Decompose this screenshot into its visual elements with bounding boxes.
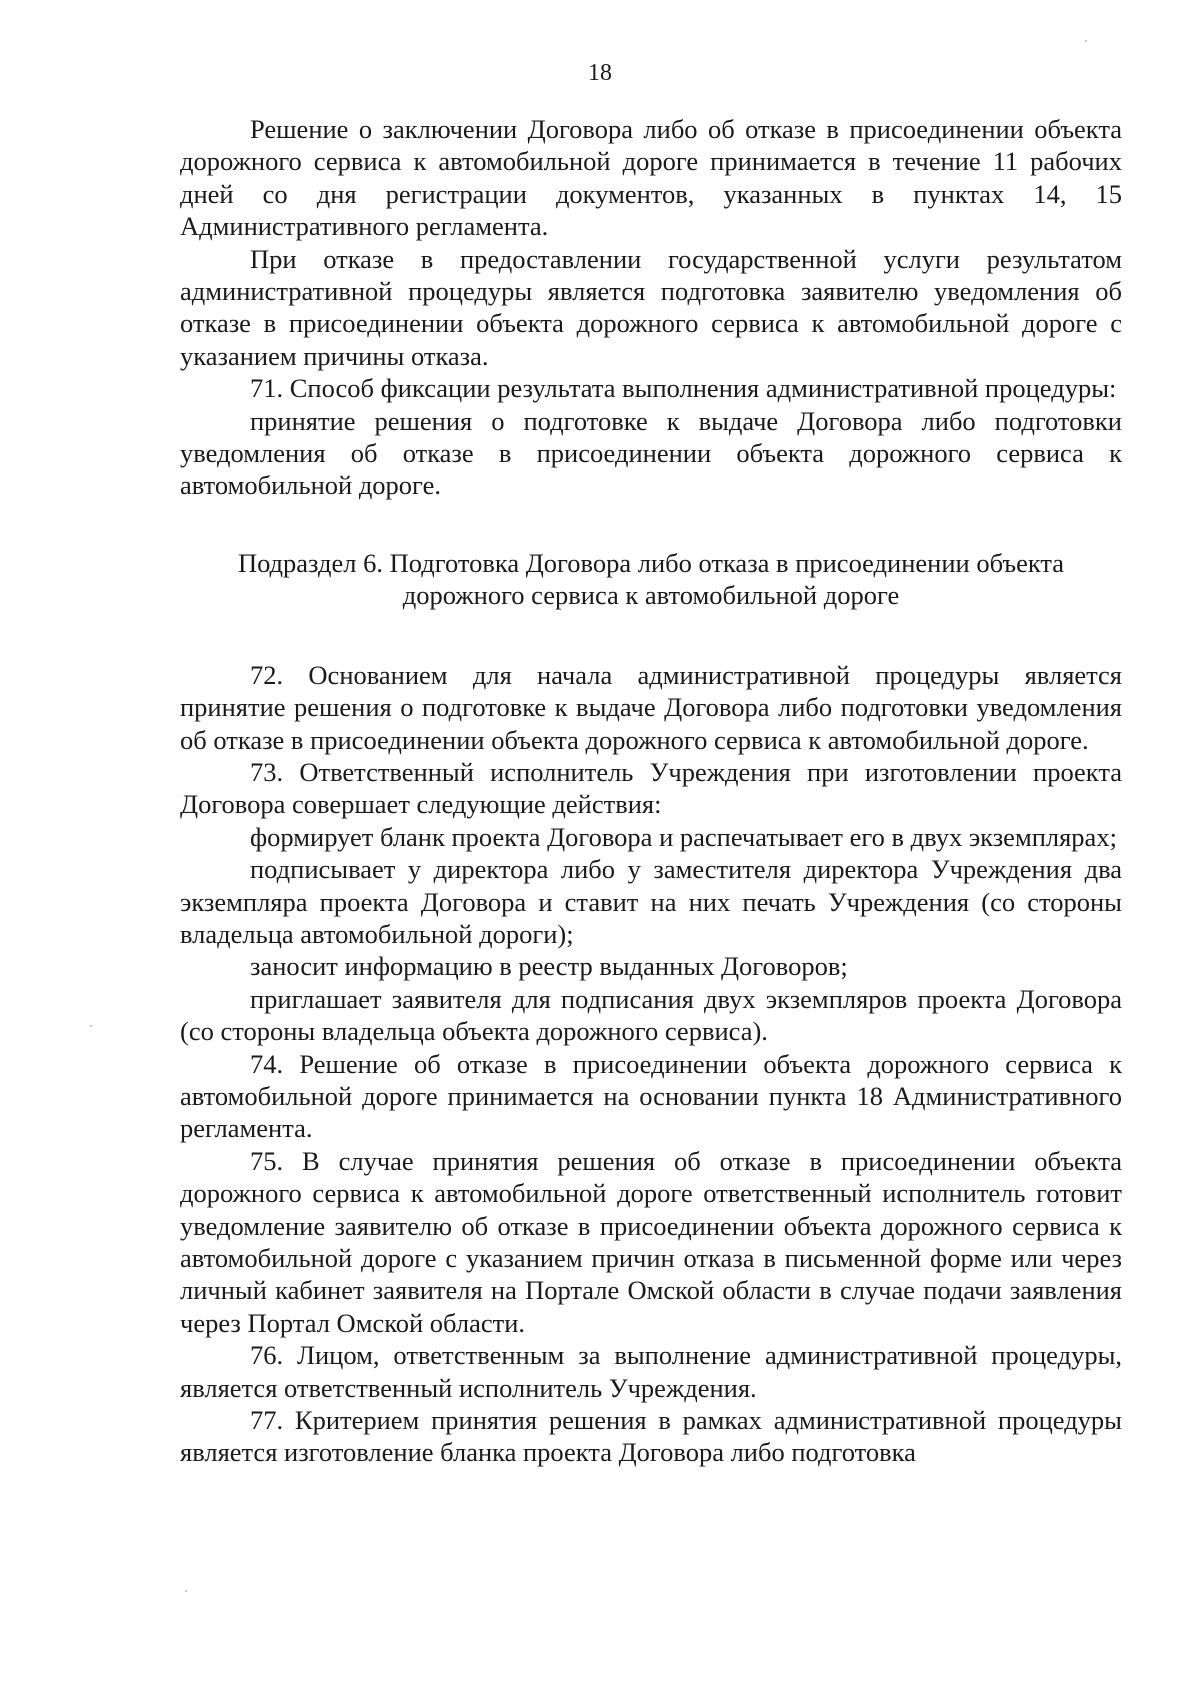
paragraph-74-refusal-basis: 74. Решение об отказе в присоединении объекта дорожного сервиса к автомобильной дороге принимается на основании пункта 18 Административного регламента.: [180, 1048, 1122, 1144]
paragraph-73-action-sign: подписывает у директора либо у заместителя директора Учреждения два экземпляра проекта Договора и ставит на них печать Учреждения (со стороны владельца автомобильной дороги);: [180, 854, 1122, 949]
subsection-heading-line-2: дорожного сервиса к автомобильной дороге: [402, 580, 900, 611]
paragraph-73-actions: 73. Ответственный исполнитель Учреждения при изготовлении проекта Договора совершает следующие действия:: [180, 756, 1122, 820]
paragraph-76-responsible: 76. Лицом, ответственным за выполнение административной процедуры, является ответственный исполнитель Учреждения.: [180, 1340, 1122, 1403]
paragraph-75-refusal-notice: 75. В случае принятия решения об отказе в присоединении объекта дорожного сервиса к автомобильной дороге ответственный исполнитель готовит уведомление заявителю об отказе в присоединении объекта дорожного сервиса к автомобильной дороге с указанием причин отказа в письменной форме или через личный кабинет заявителя на Портале Омской области в случае подачи заявления через Портал Омской области.: [180, 1145, 1122, 1338]
paragraph-refusal-result: При отказе в предоставлении государственной услуги результатом административной процедуры является подготовка заявителю уведомления об отказе в присоединении объекта дорожного сервиса к автомобильной дороге с указанием причины отказа.: [180, 243, 1122, 371]
scan-speck: [90, 1025, 92, 1027]
paragraph-73-action-invite: приглашает заявителя для подписания двух экземпляров проекта Договора (со стороны владельца объекта дорожного сервиса).: [180, 983, 1122, 1047]
subsection-heading-line-1: Подраздел 6. Подготовка Договора либо отказа в присоединении объекта: [237, 547, 1065, 578]
subsection-6-heading: [180, 547, 1122, 612]
paragraph-72-basis: 72. Основанием для начала административной процедуры является принятие решения о подготовке к выдаче Договора либо подготовки уведомления об отказе в присоединении объекта дорожного сервиса к автомобильной дороге.: [180, 659, 1122, 755]
paragraph-71-fixation-method: 71. Способ фиксации результата выполнения административной процедуры:: [250, 373, 1117, 404]
paragraph-71-fixation-detail: принятие решения о подготовке к выдаче Договора либо подготовки уведомления об отказе в присоединении объекта дорожного сервиса к автомобильной дороге.: [180, 405, 1122, 501]
document-body: [180, 113, 1122, 1469]
scan-speck: [185, 1590, 187, 1592]
page-number: 18: [588, 60, 612, 86]
paragraph-decision-term: Решение о заключении Договора либо об отказе в присоединении объекта дорожного сервиса к автомобильной дороге принимается в течение 11 рабочих дней со дня регистрации документов, указанных в пунктах 14, 15 Административного регламента.: [180, 114, 1122, 242]
paragraph-77-criterion: 77. Критерием принятия решения в рамках административной процедуры является изготовление бланка проекта Договора либо подготовка: [180, 1405, 1122, 1468]
paragraph-73-action-register: заносит информацию в реестр выданных Договоров;: [250, 951, 848, 982]
paragraph-73-action-form: формирует бланк проекта Договора и распечатывает его в двух экземплярах;: [250, 821, 1117, 852]
scan-speck: [1085, 40, 1087, 42]
